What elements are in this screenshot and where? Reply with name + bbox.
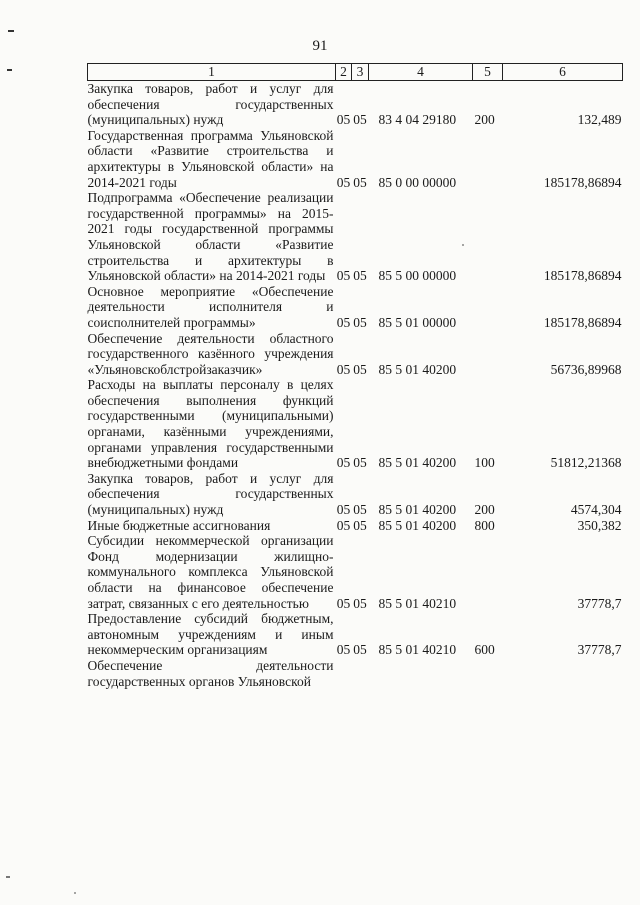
row-subsection: 05 xyxy=(353,455,367,471)
row-target-article: 85 5 01 00000 xyxy=(378,314,457,330)
row-subsection: 05 xyxy=(353,112,367,128)
row-amount: 37778,7 xyxy=(577,642,622,658)
row-amount: 185178,86894 xyxy=(543,268,622,284)
row-name: Основное мероприятие «Обеспечение деятельности исполнителя и соисполнителей программы» xyxy=(87,283,334,330)
table-row xyxy=(88,471,623,518)
margin-mark xyxy=(8,30,14,32)
row-target-article: 85 0 00 00000 xyxy=(378,174,457,190)
row-target-article: 85 5 00 00000 xyxy=(378,268,457,284)
row-section: 05 xyxy=(336,361,351,377)
row-name: Иные бюджетные ассигнования xyxy=(87,517,271,533)
row-amount: 4574,304 xyxy=(570,502,622,518)
row-amount: 350,382 xyxy=(577,517,622,533)
table-row xyxy=(88,658,623,689)
row-expense-type: 200 xyxy=(474,502,495,518)
table-row xyxy=(88,331,623,378)
row-expense-type: 100 xyxy=(474,455,495,471)
row-section: 05 xyxy=(336,455,351,471)
row-amount: 37778,7 xyxy=(577,595,622,611)
row-subsection: 05 xyxy=(353,595,367,611)
row-name: Предоставление субсидий бюджетным, автономным учреждениям и иным некоммерческим организациям xyxy=(87,611,334,658)
row-section: 05 xyxy=(336,174,351,190)
row-section: 05 xyxy=(336,502,351,518)
row-amount: 132,489 xyxy=(577,112,622,128)
column-header-name: 1 xyxy=(88,64,336,81)
row-name: Закупка товаров, работ и услуг для обеспечения государственных (муниципальных) нужд xyxy=(87,81,334,128)
row-target-article: 83 4 04 29180 xyxy=(378,112,457,128)
row-amount xyxy=(503,658,623,689)
row-section xyxy=(336,658,352,689)
row-subsection: 05 xyxy=(353,314,367,330)
row-name: Обеспечение деятельности государственных органов Ульяновской xyxy=(87,657,334,689)
row-subsection xyxy=(352,658,369,689)
table-row xyxy=(88,284,623,331)
row-subsection: 05 xyxy=(353,642,367,658)
row-name: Обеспечение деятельности областного государственного казённого учреждения «Ульяновскоблстройзаказчик» xyxy=(87,330,334,377)
column-header-subsection: 3 xyxy=(352,64,369,81)
row-name: Государственная программа Ульяновской области «Развитие строительства и архитектуры в Ульяновской области» на 2014-2021 годы xyxy=(87,127,334,190)
row-subsection: 05 xyxy=(353,502,367,518)
row-expense-type xyxy=(473,658,503,689)
row-section: 05 xyxy=(336,642,351,658)
scan-speck xyxy=(74,892,76,894)
row-subsection: 05 xyxy=(353,517,367,533)
row-amount: 185178,86894 xyxy=(543,174,622,190)
row-target-article: 85 5 01 40200 xyxy=(378,361,457,377)
row-target-article: 85 5 01 40210 xyxy=(378,642,457,658)
row-section: 05 xyxy=(336,112,351,128)
row-name: Расходы на выплаты персоналу в целях обеспечения выполнения функций государственными (муниципальными) органами, казёнными учреждениями, органами управления государственными внебюджетными фондами xyxy=(87,377,334,471)
column-header-row xyxy=(88,64,623,81)
row-subsection: 05 xyxy=(353,174,367,190)
row-section: 05 xyxy=(336,268,351,284)
margin-mark xyxy=(7,69,12,71)
row-target-article: 85 5 01 40200 xyxy=(378,455,457,471)
row-expense-type: 800 xyxy=(474,517,495,533)
row-amount: 56736,89968 xyxy=(550,361,622,377)
row-target-article: 85 5 01 40200 xyxy=(378,517,457,533)
row-expense-type xyxy=(473,533,503,611)
table-row xyxy=(88,611,623,658)
row-expense-type xyxy=(473,190,503,284)
column-header-expense-type: 5 xyxy=(473,64,503,81)
margin-mark xyxy=(6,876,10,878)
page-number: 91 xyxy=(312,38,328,54)
row-target-article: 85 5 01 40200 xyxy=(378,502,457,518)
row-target-article: 85 5 01 40210 xyxy=(378,595,457,611)
row-subsection: 05 xyxy=(353,361,367,377)
column-header-amount: 6 xyxy=(503,64,623,81)
table-row xyxy=(88,377,623,471)
row-name: Подпрограмма «Обеспечение реализации государственной программы» на 2015-2021 годы государственной программы Ульяновской области «Развитие строительства и архитектуры в Ульяновской области» на 2014-2021 годы xyxy=(87,190,334,284)
row-expense-type xyxy=(473,331,503,378)
row-name: Субсидии некоммерческой организации Фонд модернизации жилищно-коммунального комплекса Ульяновской области на финансовое обеспечение затрат, связанных с его деятельностью xyxy=(87,533,334,611)
table-row xyxy=(88,190,623,284)
row-name: Закупка товаров, работ и услуг для обеспечения государственных (муниципальных) нужд xyxy=(87,470,334,518)
column-header-section: 2 xyxy=(336,64,352,81)
column-header-target-article: 4 xyxy=(369,64,473,81)
row-section: 05 xyxy=(336,595,351,611)
budget-table xyxy=(87,63,623,689)
table-row xyxy=(88,81,623,128)
row-amount: 185178,86894 xyxy=(543,314,622,330)
row-expense-type xyxy=(473,128,503,190)
row-expense-type xyxy=(473,284,503,331)
row-expense-type: 200 xyxy=(474,112,495,128)
row-section: 05 xyxy=(336,517,351,533)
row-target-article xyxy=(369,658,473,689)
row-subsection: 05 xyxy=(353,268,367,284)
table-row xyxy=(88,128,623,190)
table-row xyxy=(88,518,623,534)
table-row xyxy=(88,533,623,611)
row-section: 05 xyxy=(336,314,351,330)
row-expense-type: 600 xyxy=(474,642,495,658)
row-amount: 51812,21368 xyxy=(550,455,622,471)
